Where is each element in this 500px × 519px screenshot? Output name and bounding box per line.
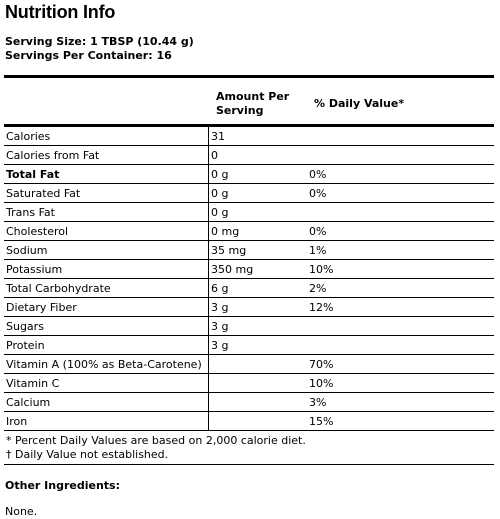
amount-value: 0 g — [211, 206, 229, 219]
table-row — [4, 355, 494, 374]
daily-value: 0% — [309, 225, 327, 238]
footnote-daily-values: * Percent Daily Values are based on 2,000 calorie diet. — [6, 434, 306, 447]
nutrient-name: Dietary Fiber — [6, 301, 77, 314]
column-divider — [208, 127, 209, 431]
nutrient-name: Saturated Fat — [6, 187, 81, 200]
table-row — [4, 336, 494, 355]
nutrient-name: Potassium — [6, 263, 63, 276]
amount-value: 0 g — [211, 187, 229, 200]
daily-value: 12% — [309, 301, 334, 314]
daily-value-header: % Daily Value* — [314, 97, 405, 110]
amount-value: 0 mg — [211, 225, 240, 238]
daily-value: 1% — [309, 244, 327, 257]
footnote-not-established: † Daily Value not established. — [6, 448, 169, 461]
table-row — [4, 165, 494, 184]
nutrient-name: Trans Fat — [6, 206, 55, 219]
table-row — [4, 146, 494, 165]
amount-header-line2: Serving — [216, 104, 264, 117]
nutrient-name: Sodium — [6, 244, 48, 257]
amount-value: 6 g — [211, 282, 229, 295]
nutrient-name: Total Fat — [6, 168, 60, 181]
amount-header-line1: Amount Per — [216, 90, 290, 103]
table-row — [4, 184, 494, 203]
table-row — [4, 203, 494, 222]
nutrient-name: Sugars — [6, 320, 44, 333]
nutrient-name: Total Carbohydrate — [6, 282, 111, 295]
daily-value: 70% — [309, 358, 334, 371]
table-row — [4, 279, 494, 298]
daily-value: 10% — [309, 263, 334, 276]
table-row — [4, 260, 494, 279]
daily-value: 0% — [309, 187, 327, 200]
daily-value: 15% — [309, 415, 334, 428]
table-row — [4, 393, 494, 412]
amount-value: 35 mg — [211, 244, 247, 257]
nutrient-name: Calories — [6, 130, 51, 143]
daily-value: 10% — [309, 377, 334, 390]
nutrient-name: Calcium — [6, 396, 51, 409]
nutrient-name: Protein — [6, 339, 45, 352]
table-row — [4, 374, 494, 393]
servings-per-container: Servings Per Container: 16 — [5, 49, 172, 62]
table-row — [4, 317, 494, 336]
amount-per-serving-header — [216, 90, 289, 118]
daily-value: 3% — [309, 396, 327, 409]
table-row — [4, 222, 494, 241]
amount-value: 31 — [211, 130, 225, 143]
other-ingredients-label: Other Ingredients: — [5, 479, 120, 492]
amount-value: 0 g — [211, 168, 229, 181]
nutrient-name: Iron — [6, 415, 28, 428]
nutrient-name: Cholesterol — [6, 225, 69, 238]
page-title: Nutrition Info — [5, 2, 116, 22]
table-row — [4, 412, 494, 431]
daily-value: 2% — [309, 282, 327, 295]
nutrient-name: Vitamin A (100% as Beta-Carotene) — [6, 358, 202, 371]
other-ingredients-text: None. — [5, 505, 38, 518]
table-row — [4, 241, 494, 260]
nutrition-table — [4, 127, 494, 431]
top-rule — [4, 75, 494, 78]
serving-size: Serving Size: 1 TBSP (10.44 g) — [5, 35, 194, 48]
nutrient-name: Vitamin C — [6, 377, 60, 390]
footnotes — [4, 431, 494, 465]
daily-value: 0% — [309, 168, 327, 181]
amount-value: 3 g — [211, 339, 229, 352]
table-row — [4, 298, 494, 317]
amount-value: 350 mg — [211, 263, 254, 276]
table-row — [4, 127, 494, 146]
amount-value: 0 — [211, 149, 218, 162]
amount-value: 3 g — [211, 320, 229, 333]
amount-value: 3 g — [211, 301, 229, 314]
nutrient-name: Calories from Fat — [6, 149, 100, 162]
